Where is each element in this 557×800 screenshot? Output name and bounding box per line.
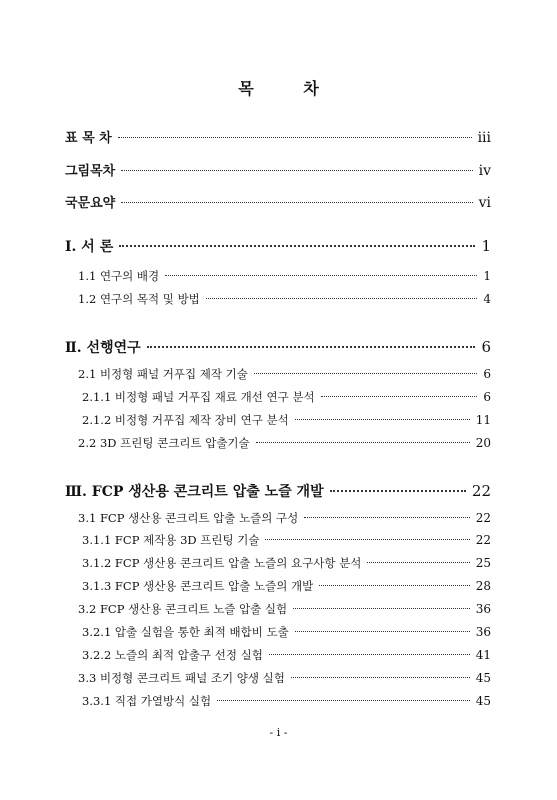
dot-leader (304, 517, 469, 518)
dot-leader (321, 396, 478, 397)
toc-entry-page: 25 (475, 556, 491, 570)
toc-entry-list-of-tables[interactable] (65, 127, 491, 146)
toc-section-2-1-1[interactable] (82, 389, 491, 405)
toc-entry-page: vi (478, 195, 491, 211)
toc-entry-page: 22 (475, 511, 491, 525)
toc-entry-page: 22 (471, 482, 491, 500)
toc-entry-label: 3.1.3 FCP 생산용 콘크리트 압출 노즐의 개발 (82, 579, 314, 593)
toc-entry-label: 표 목 차 (65, 131, 112, 146)
toc-section-3-2-1[interactable] (82, 624, 491, 640)
toc-entry-label: 3.3.1 직접 가열방식 실험 (82, 694, 212, 708)
toc-entry-page: iv (478, 163, 491, 179)
toc-entry-page: 4 (483, 292, 491, 306)
dot-leader (254, 373, 477, 374)
dot-leader (121, 202, 472, 203)
toc-entry-page: 20 (475, 436, 491, 450)
toc-entry-label: Ⅲ. FCP 생산용 콘크리트 압출 노즐 개발 (65, 484, 324, 500)
toc-entry-label: 3.1.1 FCP 제작용 3D 프린팅 기술 (82, 533, 260, 547)
toc-entry-label: 3.2.1 압출 실험을 통한 최적 배합비 도출 (82, 625, 289, 639)
toc-entry-page: 6 (483, 367, 491, 381)
toc-section-1-2[interactable] (78, 291, 491, 307)
dot-leader (319, 585, 469, 586)
toc-entry-label: 국문요약 (65, 196, 116, 211)
dot-leader (269, 654, 470, 655)
toc-entry-list-of-figures[interactable] (65, 160, 491, 179)
dot-leader (256, 442, 470, 443)
toc-entry-page: 6 (481, 338, 491, 356)
dot-leader (330, 490, 466, 492)
toc-entry-label: Ⅱ. 선행연구 (65, 340, 141, 356)
toc-entry-label: 2.1.1 비정형 패널 거푸집 재료 개선 연구 분석 (82, 390, 315, 404)
toc-section-3-1-1[interactable] (82, 532, 491, 548)
page-number-footer: - i - (269, 726, 288, 739)
toc-chapter-2[interactable] (65, 337, 491, 357)
toc-entry-label: 3.3 비정형 콘크리트 패널 조기 양생 실험 (78, 671, 285, 685)
dot-leader (206, 298, 478, 299)
toc-entry-page: 36 (475, 625, 491, 639)
toc-entry-page: 28 (475, 579, 491, 593)
toc-section-3-1[interactable] (78, 510, 491, 526)
toc-section-3-1-3[interactable] (82, 578, 491, 594)
toc-section-2-2[interactable] (78, 435, 491, 451)
dot-leader (293, 608, 470, 609)
dot-leader (291, 677, 470, 678)
toc-entry-label: 1.2 연구의 목적 및 방법 (78, 292, 200, 306)
toc-entry-label: 그림목차 (65, 164, 116, 179)
toc-section-3-1-2[interactable] (82, 555, 491, 571)
toc-entry-page: 22 (475, 533, 491, 547)
toc-entry-page: iii (477, 130, 491, 146)
toc-entry-label: 3.1 FCP 생산용 콘크리트 압출 노즐의 구성 (78, 511, 299, 525)
toc-section-1-1[interactable] (78, 268, 491, 284)
toc-section-3-2[interactable] (78, 601, 491, 617)
toc-chapter-1[interactable] (65, 236, 491, 256)
toc-entry-label: 1.1 연구의 배경 (78, 269, 160, 283)
toc-entry-page: 1 (481, 237, 491, 255)
toc-section-2-1[interactable] (78, 366, 491, 382)
toc-entry-page: 1 (483, 269, 491, 283)
toc-entry-page: 36 (475, 602, 491, 616)
dot-leader (165, 275, 477, 276)
toc-entry-label: Ⅰ. 서 론 (65, 239, 114, 255)
toc-entry-korean-abstract[interactable] (65, 192, 491, 211)
toc-entry-label: 3.2 FCP 생산용 콘크리트 노즐 압출 실험 (78, 602, 288, 616)
dot-leader (217, 700, 470, 701)
toc-section-3-3[interactable] (78, 670, 491, 686)
toc-entry-label: 2.1.2 비정형 거푸집 제작 장비 연구 분석 (82, 413, 289, 427)
toc-entry-label: 3.1.2 FCP 생산용 콘크리트 압출 노즐의 요구사항 분석 (82, 556, 362, 570)
toc-entry-page: 45 (475, 671, 491, 685)
toc-entry-page: 6 (483, 390, 491, 404)
toc-entry-page: 45 (475, 694, 491, 708)
toc-section-3-3-1[interactable] (82, 693, 491, 709)
dot-leader (118, 137, 472, 138)
toc-section-3-2-2[interactable] (82, 647, 491, 663)
toc-entry-page: 41 (475, 648, 491, 662)
toc-entry-page: 11 (475, 413, 491, 427)
toc-chapter-3[interactable] (65, 481, 491, 501)
dot-leader (295, 419, 470, 420)
toc-section-2-1-2[interactable] (82, 412, 491, 428)
dot-leader (295, 631, 470, 632)
page-title: 목 차 (238, 79, 341, 98)
toc-entry-label: 2.1 비정형 패널 거푸집 제작 기술 (78, 367, 248, 381)
dot-leader (121, 170, 472, 171)
dot-leader (367, 562, 469, 563)
dot-leader (147, 346, 476, 348)
toc-entry-label: 2.2 3D 프린팅 콘크리트 압출기술 (78, 436, 250, 450)
dot-leader (119, 245, 475, 247)
dot-leader (265, 539, 469, 540)
toc-entry-label: 3.2.2 노즐의 최적 압출구 선정 실험 (82, 648, 263, 662)
